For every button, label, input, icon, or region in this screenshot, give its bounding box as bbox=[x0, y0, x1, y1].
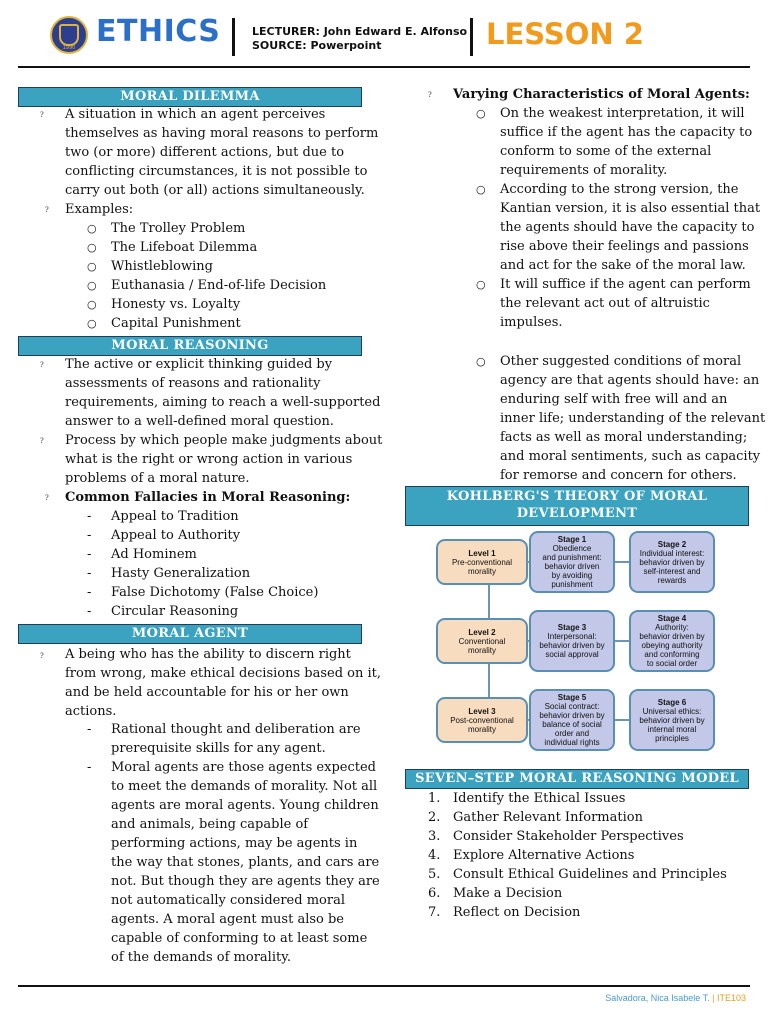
section-heading-seven-step: SEVEN–STEP MORAL REASONING MODEL bbox=[405, 769, 749, 789]
fallacy-item: Appeal to Authority bbox=[111, 528, 241, 543]
agent-sub-line: of the demands of morality. bbox=[111, 950, 291, 965]
stage-box bbox=[529, 610, 615, 672]
circle-bullet-icon: ○ bbox=[87, 241, 97, 254]
stage-desc: and punishment: bbox=[542, 553, 602, 562]
example-item: The Lifeboat Dilemma bbox=[111, 240, 258, 255]
school-logo bbox=[50, 16, 88, 54]
agent-sub-line: performing actions, may be agents in bbox=[111, 836, 358, 851]
bullet-icon: ? bbox=[40, 111, 44, 119]
circle-bullet-icon: ○ bbox=[476, 278, 486, 291]
level-title: Level 1 bbox=[468, 548, 496, 558]
stage-desc: behavior driven by bbox=[639, 715, 705, 725]
stage-desc: Authority: bbox=[655, 623, 689, 632]
varying-line: and act for the sake of the moral law. bbox=[500, 258, 746, 273]
varying-line: impulses. bbox=[500, 315, 563, 330]
footer-separator: | bbox=[712, 993, 715, 1003]
stage-desc: rewards bbox=[657, 575, 687, 585]
header-divider bbox=[470, 18, 473, 56]
diagram-connector bbox=[614, 719, 630, 721]
dilemma-definition-line: conflicting circumstances, it is not possible to bbox=[65, 164, 368, 179]
varying-line: It will suffice if the agent can perform bbox=[500, 277, 751, 292]
varying-line: for remorse and concern for others. bbox=[500, 468, 737, 483]
agent-sub-line: agents are moral agents. Young children bbox=[111, 798, 379, 813]
varying-line: facts as well as moral understanding; bbox=[500, 430, 748, 445]
agent-sub-line: Rational thought and deliberation are bbox=[111, 722, 361, 737]
section-heading-moral-dilemma: MORAL DILEMMA bbox=[18, 87, 362, 107]
step-item: Make a Decision bbox=[453, 886, 563, 901]
reasoning-point-line: answer to a well-defined moral question. bbox=[65, 414, 334, 429]
level-desc: morality bbox=[467, 645, 496, 655]
reasoning-point-line: assessments of reasons and rationality bbox=[65, 376, 321, 391]
dash-bullet-icon: - bbox=[87, 604, 92, 619]
agent-definition-line: A being who has the ability to discern right bbox=[65, 647, 351, 662]
example-item: The Trolley Problem bbox=[111, 221, 246, 236]
stage-title: Stage 5 bbox=[557, 693, 587, 702]
stage-desc: behavior driven by bbox=[539, 641, 605, 650]
agent-sub-line: and animals, being capable of bbox=[111, 817, 309, 832]
step-number: 5. bbox=[428, 867, 441, 882]
level-box bbox=[436, 697, 528, 743]
stage-desc: obeying authority bbox=[641, 641, 703, 650]
agent-sub-line: Moral agents are those agents expected bbox=[111, 760, 376, 775]
varying-label: Varying Characteristics of Moral Agents: bbox=[453, 87, 750, 102]
header-rule bbox=[18, 66, 750, 68]
header-divider bbox=[232, 18, 235, 56]
logo-shield-icon bbox=[59, 24, 79, 46]
reasoning-point-line: Process by which people make judgments about bbox=[65, 433, 383, 448]
stage-desc: Social contract: bbox=[544, 702, 600, 711]
level-desc: Conventional bbox=[458, 636, 506, 646]
lesson-number: LESSON 2 bbox=[486, 17, 644, 51]
step-number: 1. bbox=[428, 791, 441, 806]
stage-box bbox=[529, 531, 615, 593]
step-item: Explore Alternative Actions bbox=[453, 848, 635, 863]
stage-desc: punishment bbox=[551, 580, 593, 589]
stage-box bbox=[529, 689, 615, 751]
stage-box bbox=[629, 610, 715, 672]
stage-title: Stage 2 bbox=[657, 539, 687, 549]
varying-line: Kantian version, it is also essential that bbox=[500, 201, 761, 216]
footer-rule bbox=[18, 985, 750, 987]
agent-sub-line: capable of conforming to at least some bbox=[111, 931, 368, 946]
stage-box bbox=[629, 689, 715, 751]
varying-line: On the weakest interpretation, it will bbox=[500, 106, 745, 121]
varying-line: conform to some of the external bbox=[500, 144, 712, 159]
stage-desc: internal moral bbox=[647, 724, 697, 734]
level-box bbox=[436, 539, 528, 585]
fallacies-label: Common Fallacies in Moral Reasoning: bbox=[65, 490, 351, 505]
diagram-connector bbox=[614, 561, 630, 563]
agent-definition-line: from wrong, make ethical decisions based on it, bbox=[65, 666, 382, 681]
dash-bullet-icon: - bbox=[87, 722, 92, 737]
stage-desc: and conforming bbox=[644, 650, 700, 659]
level-title: Level 3 bbox=[468, 706, 496, 716]
stage-title: Stage 1 bbox=[557, 535, 587, 544]
dash-bullet-icon: - bbox=[87, 566, 92, 581]
dash-bullet-icon: - bbox=[87, 547, 92, 562]
agent-definition-line: and be held accountable for his or her own bbox=[65, 685, 349, 700]
example-item: Capital Punishment bbox=[111, 316, 241, 331]
reasoning-point-line: problems of a moral nature. bbox=[65, 471, 250, 486]
varying-line: According to the strong version, the bbox=[500, 182, 739, 197]
level-desc: morality bbox=[467, 566, 496, 576]
stage-desc: behavior driven by bbox=[639, 632, 705, 641]
examples-label: Examples: bbox=[65, 202, 134, 217]
varying-line: Other suggested conditions of moral bbox=[500, 354, 742, 369]
logo-year: 1990 bbox=[62, 45, 76, 51]
varying-line: inner life; understanding of the relevant bbox=[500, 411, 766, 426]
varying-line: requirements of morality. bbox=[500, 163, 668, 178]
stage-desc: behavior driven by bbox=[639, 557, 705, 567]
agent-sub-line: not automatically considered moral bbox=[111, 893, 345, 908]
example-item: Honesty vs. Loyalty bbox=[111, 297, 241, 312]
stage-title: Stage 6 bbox=[657, 697, 687, 707]
step-item: Identify the Ethical Issues bbox=[453, 791, 626, 806]
agent-sub-line: agents. A moral agent must also be bbox=[111, 912, 345, 927]
reasoning-point-line: requirements, aiming to reach a well-supported bbox=[65, 395, 381, 410]
circle-bullet-icon: ○ bbox=[87, 317, 97, 330]
dash-bullet-icon: - bbox=[87, 509, 92, 524]
level-desc: Post-conventional bbox=[450, 715, 514, 725]
dilemma-definition-line: themselves as having moral reasons to perform bbox=[65, 126, 379, 141]
varying-line: agency are that agents should have: an bbox=[500, 373, 760, 388]
reasoning-point-line: what is the right or wrong action in various bbox=[65, 452, 353, 467]
circle-bullet-icon: ○ bbox=[87, 298, 97, 311]
agent-sub-line: the way that stones, plants, and cars are bbox=[111, 855, 380, 870]
level-desc: morality bbox=[467, 724, 496, 734]
page-title: ETHICS bbox=[96, 14, 221, 49]
stage-desc: individual rights bbox=[544, 738, 600, 747]
varying-line: the relevant act out of altruistic bbox=[500, 296, 710, 311]
circle-bullet-icon: ○ bbox=[476, 355, 486, 368]
lecturer-info bbox=[252, 25, 467, 53]
step-number: 2. bbox=[428, 810, 441, 825]
stage-desc: social approval bbox=[545, 650, 599, 659]
varying-line: rise above their feelings and passions bbox=[500, 239, 749, 254]
varying-line: enduring self with free will and an bbox=[500, 392, 728, 407]
course-code: ITE103 bbox=[716, 993, 746, 1003]
stage-desc: by avoiding bbox=[551, 571, 593, 580]
bullet-icon: ? bbox=[45, 494, 49, 502]
diagram-connector bbox=[614, 640, 630, 642]
stage-desc: Universal ethics: bbox=[642, 706, 702, 716]
stage-desc: behavior driven by bbox=[539, 711, 605, 720]
dash-bullet-icon: - bbox=[87, 585, 92, 600]
step-number: 6. bbox=[428, 886, 441, 901]
agent-sub-line: prerequisite skills for any agent. bbox=[111, 741, 326, 756]
circle-bullet-icon: ○ bbox=[476, 183, 486, 196]
agent-sub-line: not. But though they are agents they are bbox=[111, 874, 380, 889]
author-name: Salvadora, Nica Isabele T. bbox=[605, 993, 710, 1003]
fallacy-item: Ad Hominem bbox=[111, 547, 197, 562]
agent-definition-line: actions. bbox=[65, 704, 117, 719]
varying-line: suffice if the agent has the capacity to bbox=[500, 125, 753, 140]
step-item: Gather Relevant Information bbox=[453, 810, 643, 825]
stage-desc: self-interest and bbox=[643, 566, 701, 576]
circle-bullet-icon: ○ bbox=[87, 279, 97, 292]
stage-title: Stage 4 bbox=[657, 614, 687, 623]
section-heading-moral-reasoning: MORAL REASONING bbox=[18, 336, 362, 356]
step-item: Consult Ethical Guidelines and Principles bbox=[453, 867, 727, 882]
level-desc: Pre-conventional bbox=[451, 557, 513, 567]
stage-desc: balance of social bbox=[542, 720, 602, 729]
fallacy-item: Appeal to Tradition bbox=[111, 509, 239, 524]
step-item: Consider Stakeholder Perspectives bbox=[453, 829, 684, 844]
dash-bullet-icon: - bbox=[87, 528, 92, 543]
stage-title: Stage 3 bbox=[557, 623, 587, 632]
circle-bullet-icon: ○ bbox=[87, 260, 97, 273]
fallacy-item: Hasty Generalization bbox=[111, 566, 251, 581]
bullet-icon: ? bbox=[428, 91, 432, 99]
source-line: SOURCE: Powerpoint bbox=[252, 39, 382, 52]
dilemma-definition-line: two (or more) different actions, but due to bbox=[65, 145, 345, 160]
kohlberg-heading-line: DEVELOPMENT bbox=[516, 506, 638, 521]
section-heading-kohlberg bbox=[405, 486, 749, 526]
stage-desc: Interpersonal: bbox=[547, 632, 597, 641]
varying-line: and moral sentiments, such as capacity bbox=[500, 449, 761, 464]
dilemma-definition-line: A situation in which an agent perceives bbox=[65, 107, 326, 122]
lecturer-name: LECTURER: John Edward E. Alfonso bbox=[252, 25, 468, 38]
fallacy-item: False Dichotomy (False Choice) bbox=[111, 585, 319, 600]
step-item: Reflect on Decision bbox=[453, 905, 581, 920]
example-item: Whistleblowing bbox=[111, 259, 213, 274]
stage-desc: to social order bbox=[646, 659, 698, 668]
dilemma-definition-line: carry out both (or all) actions simultaneously. bbox=[65, 183, 365, 198]
stage-desc: principles bbox=[655, 733, 689, 743]
example-item: Euthanasia / End-of-life Decision bbox=[111, 278, 327, 293]
agent-sub-line: to meet the demands of morality. Not all bbox=[111, 779, 378, 794]
fallacy-item: Circular Reasoning bbox=[111, 604, 239, 619]
footer bbox=[605, 993, 746, 1003]
stage-box bbox=[629, 531, 715, 593]
stage-desc: Obedience bbox=[552, 544, 592, 553]
bullet-icon: ? bbox=[40, 652, 44, 660]
dash-bullet-icon: - bbox=[87, 760, 92, 775]
varying-line: the agents should have the capacity to bbox=[500, 220, 755, 235]
kohlberg-heading-line: KOHLBERG'S THEORY OF MORAL bbox=[446, 489, 708, 504]
bullet-icon: ? bbox=[40, 437, 44, 445]
section-heading-moral-agent: MORAL AGENT bbox=[18, 624, 362, 644]
bullet-icon: ? bbox=[40, 361, 44, 369]
level-title: Level 2 bbox=[468, 627, 496, 637]
bullet-icon: ? bbox=[45, 206, 49, 214]
reasoning-point-line: The active or explicit thinking guided by bbox=[65, 357, 333, 372]
stage-desc: Individual interest: bbox=[639, 548, 705, 558]
step-number: 7. bbox=[428, 905, 441, 920]
circle-bullet-icon: ○ bbox=[476, 107, 486, 120]
step-number: 4. bbox=[428, 848, 441, 863]
circle-bullet-icon: ○ bbox=[87, 222, 97, 235]
stage-desc: behavior driven bbox=[544, 562, 600, 571]
level-box bbox=[436, 618, 528, 664]
step-number: 3. bbox=[428, 829, 441, 844]
stage-desc: order and bbox=[554, 729, 590, 738]
